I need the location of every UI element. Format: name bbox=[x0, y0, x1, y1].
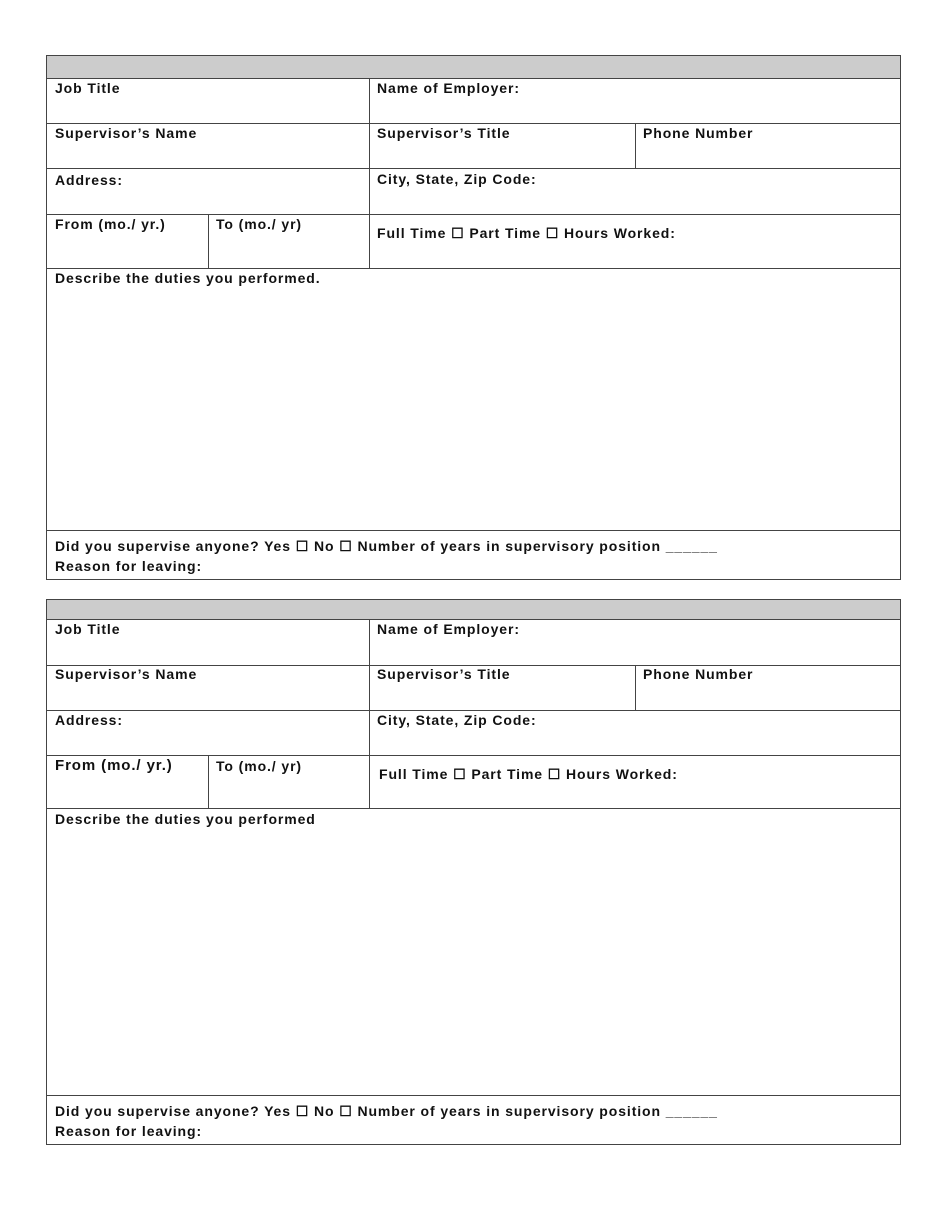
address-field[interactable]: Address: bbox=[55, 172, 123, 188]
phone-number-field[interactable]: Phone Number bbox=[643, 666, 754, 682]
column-divider bbox=[369, 79, 370, 268]
employment-type-field[interactable]: Full Time ☐ Part Time ☐ Hours Worked: bbox=[379, 766, 678, 782]
city-state-zip-field[interactable]: City, State, Zip Code: bbox=[377, 171, 537, 187]
employment-section-1 bbox=[46, 55, 901, 580]
to-date-field[interactable]: To (mo./ yr) bbox=[216, 216, 302, 232]
employment-type-field[interactable]: Full Time ☐ Part Time ☐ Hours Worked: bbox=[377, 225, 676, 241]
reason-for-leaving-field[interactable]: Reason for leaving: bbox=[55, 558, 203, 574]
job-title-field[interactable]: Job Title bbox=[55, 80, 121, 96]
column-divider bbox=[208, 214, 209, 268]
duties-field[interactable]: Describe the duties you performed. bbox=[55, 270, 321, 286]
supervise-question[interactable]: Did you supervise anyone? Yes ☐ No ☐ Number of years in supervisory position ______ bbox=[55, 538, 718, 554]
address-field[interactable]: Address: bbox=[55, 712, 123, 728]
reason-for-leaving-field[interactable]: Reason for leaving: bbox=[55, 1123, 203, 1139]
to-date-field[interactable]: To (mo./ yr) bbox=[216, 758, 302, 774]
column-divider bbox=[369, 620, 370, 808]
supervisor-title-field[interactable]: Supervisor’s Title bbox=[377, 125, 511, 141]
section-header-bar bbox=[47, 600, 900, 620]
row-divider bbox=[47, 530, 900, 531]
city-state-zip-field[interactable]: City, State, Zip Code: bbox=[377, 712, 537, 728]
employer-name-field[interactable]: Name of Employer: bbox=[377, 621, 520, 637]
supervisor-name-field[interactable]: Supervisor’s Name bbox=[55, 666, 198, 682]
from-date-field[interactable]: From (mo./ yr.) bbox=[55, 757, 173, 774]
row-divider bbox=[47, 755, 900, 756]
section-header-bar bbox=[47, 56, 900, 79]
supervise-question[interactable]: Did you supervise anyone? Yes ☐ No ☐ Number of years in supervisory position ______ bbox=[55, 1103, 718, 1119]
row-divider bbox=[47, 214, 900, 215]
from-date-field[interactable]: From (mo./ yr.) bbox=[55, 216, 166, 232]
row-divider bbox=[47, 1095, 900, 1096]
row-divider bbox=[47, 808, 900, 809]
row-divider bbox=[47, 168, 900, 169]
column-divider bbox=[635, 665, 636, 710]
column-divider bbox=[208, 755, 209, 808]
column-divider bbox=[635, 123, 636, 168]
duties-field[interactable]: Describe the duties you performed bbox=[55, 811, 316, 827]
employment-section-2 bbox=[46, 599, 901, 1145]
phone-number-field[interactable]: Phone Number bbox=[643, 125, 754, 141]
supervisor-name-field[interactable]: Supervisor’s Name bbox=[55, 125, 198, 141]
job-title-field[interactable]: Job Title bbox=[55, 621, 121, 637]
supervisor-title-field[interactable]: Supervisor’s Title bbox=[377, 666, 511, 682]
employer-name-field[interactable]: Name of Employer: bbox=[377, 80, 520, 96]
